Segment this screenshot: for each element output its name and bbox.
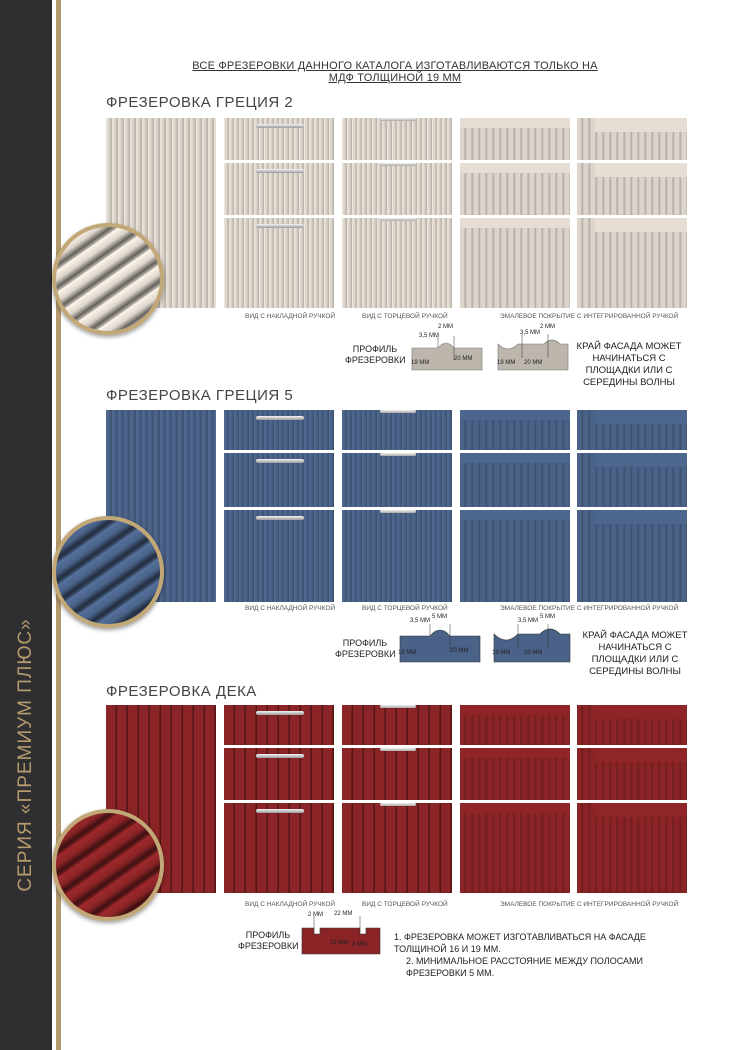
- dim-pitch-b: 20 ММ: [524, 650, 543, 656]
- overlay-handle: [256, 416, 304, 420]
- drawer-column: [460, 118, 570, 308]
- drawer-front: [577, 453, 687, 507]
- caption-overlay-handle: ВИД С НАКЛАДНОЙ РУЧКОЙ: [245, 605, 336, 612]
- edge-handle: [380, 510, 416, 513]
- deka-notes: [394, 931, 694, 979]
- profile-closeup-lens: [52, 223, 164, 335]
- edge-note: КРАЙ ФАСАДА МОЖЕТ НАЧИНАТЬСЯ С ПЛОЩАДКИ ИЛИ С СЕРЕДИНЫ ВОЛНЫ: [582, 630, 688, 677]
- drawer-front: [460, 218, 570, 308]
- caption-edge-handle: ВИД С ТОРЦЕВОЙ РУЧКОЙ: [362, 313, 448, 320]
- drawer-front: [342, 453, 452, 507]
- edge-handle: [380, 410, 416, 413]
- drawer-front: [224, 163, 334, 215]
- drawer-front: [342, 748, 452, 800]
- drawer-front: [342, 163, 452, 215]
- dim-flat: 2 ММ: [438, 324, 453, 330]
- drawer-front: [460, 803, 570, 893]
- drawer-front: [342, 218, 452, 308]
- drawer-column: [224, 118, 334, 308]
- drawer-front: [577, 510, 687, 602]
- dim-thickness: 19 ММ: [330, 940, 349, 946]
- dim-flat-b: 5 ММ: [540, 614, 555, 620]
- drawer-front: [342, 705, 452, 745]
- drawer-front: [460, 453, 570, 507]
- dim-thickness-b: 19 ММ: [497, 360, 516, 366]
- drawer-front: [224, 118, 334, 160]
- profile-diagram-a: [396, 620, 484, 666]
- section-title-deka: ФРЕЗЕРОВКА ДЕКА: [106, 683, 257, 700]
- drawer-front: [342, 803, 452, 893]
- dim-thickness: 19 ММ: [411, 360, 430, 366]
- drawer-column: [460, 410, 570, 602]
- section-title-greece-5: ФРЕЗЕРОВКА ГРЕЦИЯ 5: [106, 387, 294, 404]
- edge-handle: [380, 118, 416, 121]
- overlay-handle: [256, 459, 304, 463]
- caption-integrated-handle: ЭМАЛЕВОЕ ПОКРЫТИЕ С ИНТЕГРИРОВАННОЙ РУЧКОЙ: [500, 901, 679, 908]
- drawer-front: [577, 705, 687, 745]
- profile-diagram-b: [494, 330, 574, 376]
- drawer-column: [577, 118, 687, 308]
- drawer-front: [224, 218, 334, 308]
- dim-thickness: 19 ММ: [398, 650, 417, 656]
- drawer-front: [224, 748, 334, 800]
- overlay-handle: [256, 224, 304, 228]
- edge-handle: [380, 705, 416, 708]
- dim-depth: 3,5 ММ: [410, 618, 431, 624]
- dim-pitch: 20 ММ: [454, 356, 473, 362]
- drawer-front: [577, 218, 687, 308]
- dim-depth: 2 ММ: [308, 912, 323, 918]
- drawer-front: [577, 410, 687, 450]
- dim-depth: 3,5 ММ: [419, 333, 440, 339]
- drawer-front: [460, 705, 570, 745]
- thickness-notice: ВСЕ ФРЕЗЕРОВКИ ДАННОГО КАТАЛОГА ИЗГОТАВЛИВАЮТСЯ ТОЛЬКО НА МДФ ТОЛЩИНОЙ 19 ММ: [192, 60, 598, 84]
- drawer-column: [342, 410, 452, 602]
- profile-closeup-lens: [52, 809, 164, 921]
- drawer-front: [577, 163, 687, 215]
- edge-handle: [380, 453, 416, 456]
- drawer-front: [342, 410, 452, 450]
- drawer-column: [342, 118, 452, 308]
- sidebar: [0, 0, 52, 1050]
- dim-flat-b: 2 ММ: [540, 324, 555, 330]
- edge-handle: [380, 748, 416, 751]
- drawer-front: [342, 510, 452, 602]
- profile-label: ПРОФИЛЬ ФРЕЗЕРОВКИ: [238, 930, 299, 951]
- drawer-column: [342, 705, 452, 893]
- drawer-front: [577, 748, 687, 800]
- edge-handle: [380, 218, 416, 221]
- drawer-front: [460, 163, 570, 215]
- drawer-column: [577, 705, 687, 893]
- caption-overlay-handle: ВИД С НАКЛАДНОЙ РУЧКОЙ: [245, 901, 336, 908]
- dim-depth-b: 3,5 ММ: [518, 618, 539, 624]
- caption-edge-handle: ВИД С ТОРЦЕВОЙ РУЧКОЙ: [362, 605, 448, 612]
- overlay-handle: [256, 516, 304, 520]
- dim-pitch: 20 ММ: [450, 648, 469, 654]
- drawer-front: [460, 748, 570, 800]
- overlay-handle: [256, 754, 304, 758]
- drawer-column: [460, 705, 570, 893]
- drawer-column: [577, 410, 687, 602]
- drawer-front: [224, 803, 334, 893]
- overlay-handle: [256, 711, 304, 715]
- note-2: 2. МИНИМАЛЬНОЕ РАССТОЯНИЕ МЕЖДУ ПОЛОСАМИ ФРЕЗЕРОВКИ 5 ММ.: [406, 956, 643, 978]
- edge-handle: [380, 163, 416, 166]
- edge-note: КРАЙ ФАСАДА МОЖЕТ НАЧИНАТЬСЯ С ПЛОЩАДКИ ИЛИ С СЕРЕДИНЫ ВОЛНЫ: [576, 341, 682, 388]
- dim-depth-b: 3,5 ММ: [520, 330, 541, 336]
- section-title-greece-2: ФРЕЗЕРОВКА ГРЕЦИЯ 2: [106, 94, 294, 111]
- profile-closeup-lens: [52, 516, 164, 628]
- drawer-front: [577, 803, 687, 893]
- drawer-front: [224, 410, 334, 450]
- drawer-front: [577, 118, 687, 160]
- profile-diagram-b: [490, 620, 574, 666]
- profile-label: ПРОФИЛЬ ФРЕЗЕРОВКИ: [335, 638, 396, 659]
- drawer-front: [224, 453, 334, 507]
- dim-pitch-b: 20 ММ: [524, 360, 543, 366]
- edge-handle: [380, 803, 416, 806]
- drawer-front: [342, 118, 452, 160]
- caption-integrated-handle: ЭМАЛЕВОЕ ПОКРЫТИЕ С ИНТЕГРИРОВАННОЙ РУЧКОЙ: [500, 313, 679, 320]
- overlay-handle: [256, 169, 304, 173]
- overlay-handle: [256, 124, 304, 128]
- dim-flat: 5 ММ: [432, 614, 447, 620]
- drawer-front: [224, 705, 334, 745]
- drawer-front: [460, 118, 570, 160]
- profile-label: ПРОФИЛЬ ФРЕЗЕРОВКИ: [345, 344, 406, 365]
- series-label: СЕРИЯ «ПРЕМИУМ ПЛЮС»: [15, 618, 36, 892]
- drawer-front: [224, 510, 334, 602]
- caption-overlay-handle: ВИД С НАКЛАДНОЙ РУЧКОЙ: [245, 313, 336, 320]
- dim-thickness-b: 19 ММ: [492, 650, 511, 656]
- dim-pitch: 22 ММ: [334, 911, 353, 917]
- drawer-front: [460, 410, 570, 450]
- caption-integrated-handle: ЭМАЛЕВОЕ ПОКРЫТИЕ С ИНТЕГРИРОВАННОЙ РУЧКОЙ: [500, 605, 679, 612]
- drawer-column: [224, 705, 334, 893]
- note-1: 1. ФРЕЗЕРОВКА МОЖЕТ ИЗГОТАВЛИВАТЬСЯ НА ФАСАДЕ ТОЛЩИНОЙ 16 И 19 ММ.: [394, 932, 646, 954]
- dim-groove: 6 ММ: [352, 942, 367, 948]
- drawer-front: [460, 510, 570, 602]
- drawer-column: [224, 410, 334, 602]
- overlay-handle: [256, 809, 304, 813]
- caption-edge-handle: ВИД С ТОРЦЕВОЙ РУЧКОЙ: [362, 901, 448, 908]
